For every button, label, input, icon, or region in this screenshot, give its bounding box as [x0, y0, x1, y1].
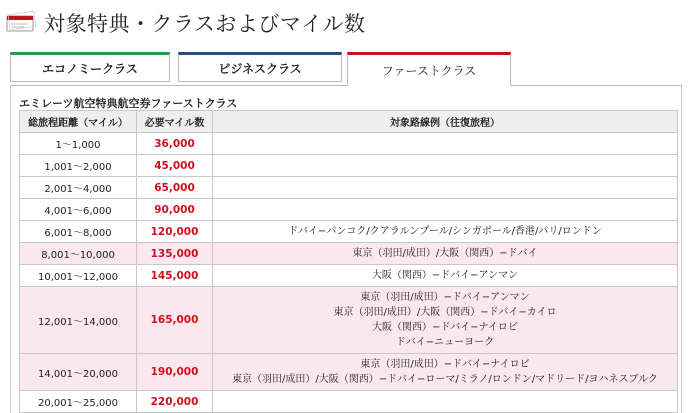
table-body — [20, 133, 678, 413]
cell-distance: 4,001〜6,000 — [20, 199, 137, 221]
cell-routes — [213, 391, 678, 413]
route-line: 東京（羽田/成田）−ドバイ−ナイロビ — [360, 359, 530, 370]
table-row — [20, 391, 678, 413]
cell-distance: 2,001〜4,000 — [20, 177, 137, 199]
cell-miles: 65,000 — [137, 177, 213, 199]
cell-distance: 10,001〜12,000 — [20, 265, 137, 287]
cell-distance: 6,001〜8,000 — [20, 221, 137, 243]
tab-economy[interactable]: エコノミークラス — [10, 52, 170, 82]
cell-miles: 220,000 — [137, 391, 213, 413]
table-row — [20, 354, 678, 391]
cell-distance: 12,001〜14,000 — [20, 287, 137, 354]
header-miles: 必要マイル数 — [137, 111, 213, 133]
cell-miles: 145,000 — [137, 265, 213, 287]
route-line: ドバイ−ニューヨーク — [395, 337, 495, 348]
header-distance: 総旅程距離（マイル） — [20, 111, 137, 133]
cell-routes — [213, 155, 678, 177]
tab-first[interactable]: ファーストクラス — [347, 52, 511, 86]
table-caption: エミレーツ航空特典航空券ファーストクラス — [19, 97, 238, 110]
miles-table — [19, 110, 678, 413]
tab-panel-first — [10, 86, 682, 413]
table-row — [20, 287, 678, 354]
page-title: 対象特典・クラスおよびマイル数 — [44, 12, 366, 36]
route-line: 東京（羽田/成田）/大阪（関西）−ドバイ−カイロ — [333, 307, 557, 318]
cell-distance: 1〜1,000 — [20, 133, 137, 155]
route-line: ドバイ−バンコク/クアラルンプール/シンガポール/香港/パリ/ロンドン — [288, 226, 602, 237]
route-line: 東京（羽田/成田）/大阪（関西）−ドバイ−ローマ/ミラノ/ロンドン/マドリード/ヨハネスブルク — [232, 374, 658, 385]
cell-routes — [213, 243, 678, 265]
table-row — [20, 199, 678, 221]
cell-miles: 165,000 — [137, 287, 213, 354]
cell-routes — [213, 177, 678, 199]
cell-miles: 135,000 — [137, 243, 213, 265]
table-row — [20, 155, 678, 177]
cell-routes — [213, 221, 678, 243]
page-header — [6, 8, 365, 38]
cell-distance: 8,001〜10,000 — [20, 243, 137, 265]
route-line: 東京（羽田/成田）−ドバイ−アンマン — [360, 292, 530, 303]
cell-miles: 120,000 — [137, 221, 213, 243]
table-row — [20, 133, 678, 155]
cell-routes — [213, 199, 678, 221]
tab-business[interactable]: ビジネスクラス — [178, 52, 342, 82]
table-header-row — [20, 111, 678, 133]
cell-routes — [213, 265, 678, 287]
cell-miles: 36,000 — [137, 133, 213, 155]
cell-distance: 14,001〜20,000 — [20, 354, 137, 391]
cell-distance: 1,001〜2,000 — [20, 155, 137, 177]
cell-miles: 45,000 — [137, 155, 213, 177]
table-row — [20, 243, 678, 265]
route-line: 東京（羽田/成田）/大阪（関西）−ドバイ — [352, 248, 538, 259]
cell-routes — [213, 287, 678, 354]
class-tabs — [10, 52, 682, 86]
route-line: 大阪（関西）−ドバイ−アンマン — [371, 270, 519, 281]
cell-miles: 190,000 — [137, 354, 213, 391]
table-row — [20, 265, 678, 287]
cell-distance: 20,001〜25,000 — [20, 391, 137, 413]
route-line: 大阪（関西）−ドバイ−ナイロビ — [372, 322, 518, 333]
ticket-icon — [6, 11, 36, 35]
table-row — [20, 177, 678, 199]
table-row — [20, 221, 678, 243]
header-routes: 対象路線例（往復旅程） — [213, 111, 678, 133]
cell-miles: 90,000 — [137, 199, 213, 221]
cell-routes — [213, 133, 678, 155]
cell-routes — [213, 354, 678, 391]
